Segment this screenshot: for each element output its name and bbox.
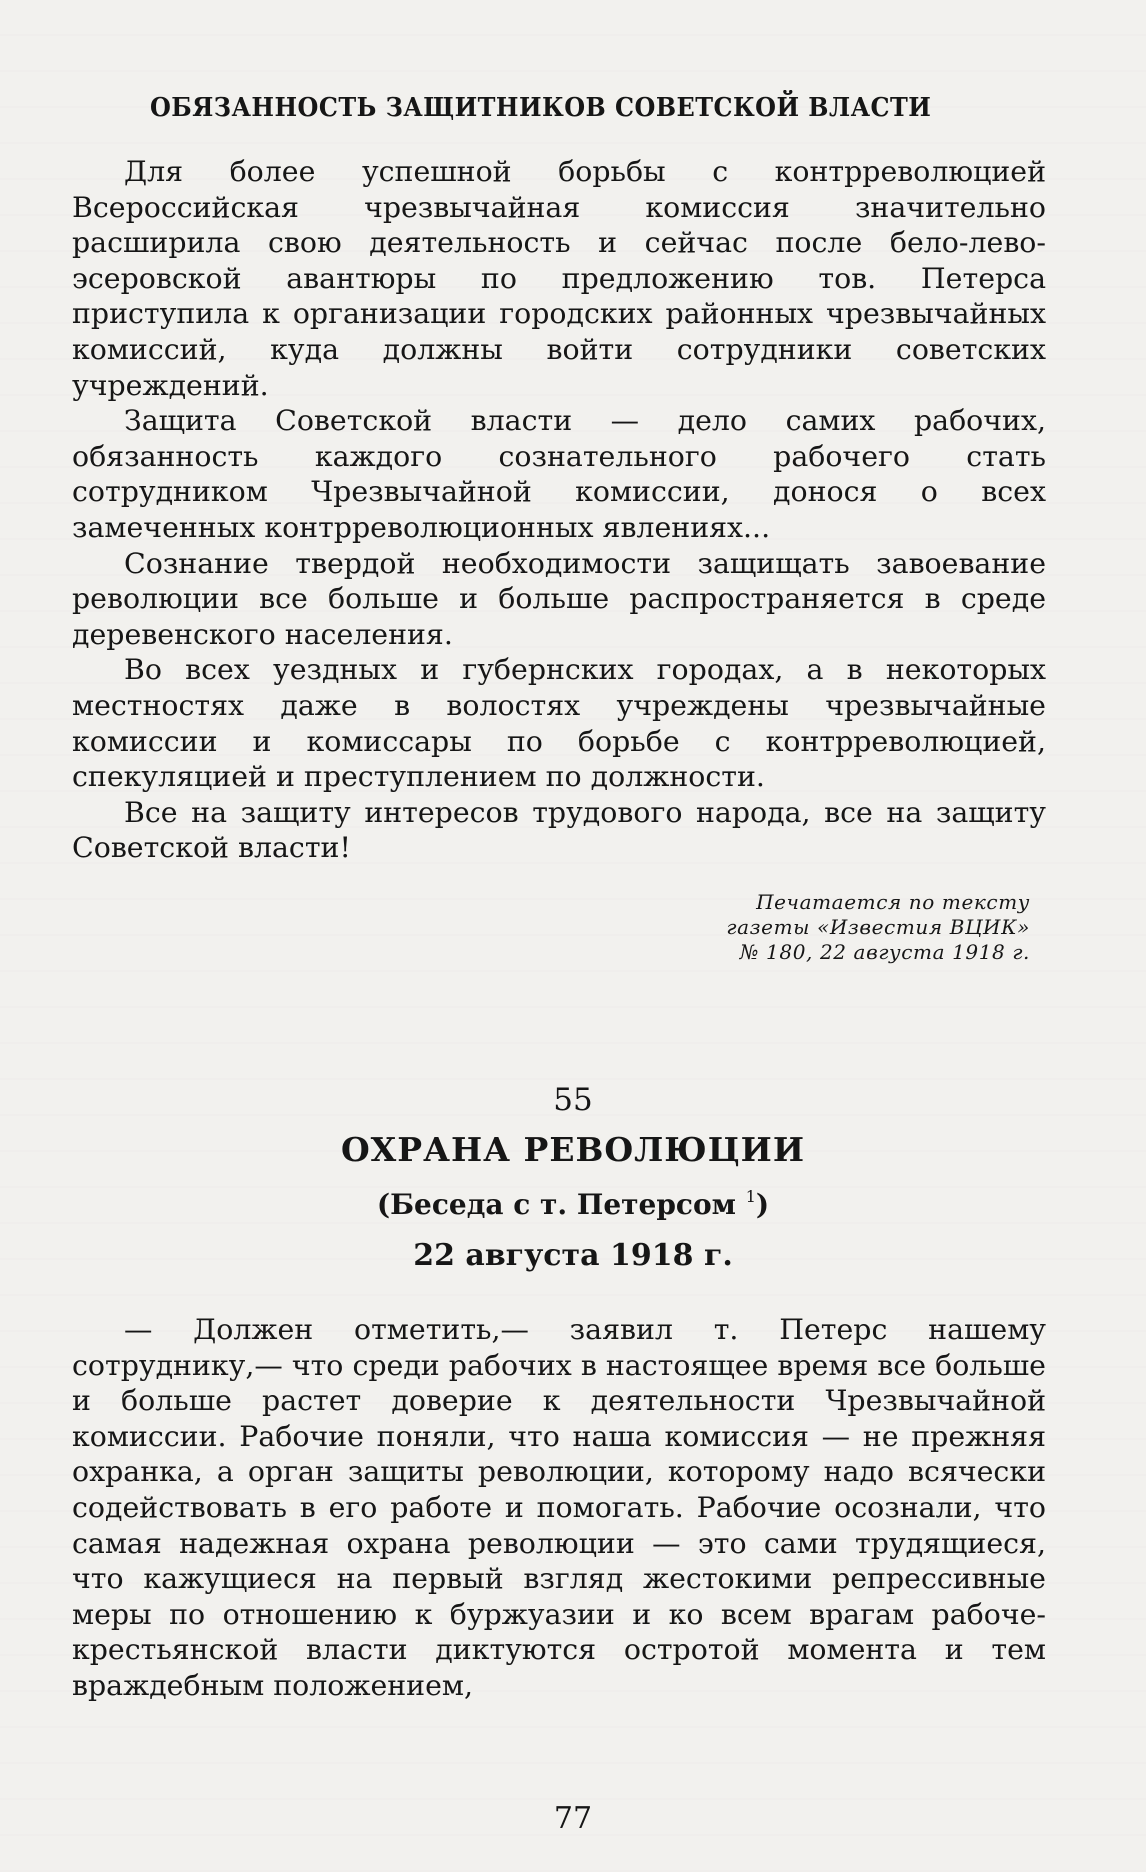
paragraph: Защита Советской власти — дело самих рабочих, обязанность каждого сознательного рабочего стать сотрудником Чрезвычайной комиссии, донося о всех замеченных контрреволюционных явлениях...	[72, 404, 1046, 544]
source-note	[726, 890, 1030, 965]
paragraph: Для более успешной борьбы с контрреволюцией Всероссийская чрезвычайная комиссия значительно расширила свою деятельность и сейчас после бело-лево-эсеровской авантюры по предложению тов. Петерса приступила к организации городских районных чрезвычайных комиссий, куда должны войти сотрудники советских учреждений.	[72, 155, 1046, 402]
document-date: 22 августа 1918 г.	[413, 1238, 733, 1273]
footnote-mark: 1	[745, 1187, 756, 1206]
article-body	[72, 154, 1046, 866]
paragraph: Все на защиту интересов трудового народа, все на защиту Советской власти!	[72, 795, 1046, 865]
paragraph: Сознание твердой необходимости защищать завоевание революции все больше и больше распространяется в среде деревенского населения.	[72, 546, 1046, 651]
document-title: ОХРАНА РЕВОЛЮЦИИ	[340, 1130, 806, 1169]
paragraph: Во всех уездных и губернских городах, а в некоторых местностях даже в волостях учреждены чрезвычайные комиссии и комиссары по борьбе с контрреволюцией, спекуляцией и преступлением по должности.	[72, 653, 1046, 794]
document-subtitle	[0, 1187, 1146, 1221]
subtitle-close: )	[755, 1188, 770, 1221]
interview-body	[72, 1312, 1046, 1704]
subtitle-text: (Беседа с т. Петерсом	[376, 1188, 736, 1221]
paragraph: — Должен отметить,— заявил т. Петерс нашему сотруднику,— что среди рабочих в настоящее время все больше и больше растет доверие к деятельности Чрезвычайной комиссии. Рабочие поняли, что наша комиссия — не прежняя охранка, а орган защиты революции, которому надо всячески содействовать в его работе и помогать. Рабочие осознали, что самая надежная охрана революции — это сами трудящиеся, что кажущиеся на первый взгляд жестокими репрессивные меры по отношению к буржуазии и ко всем врагам рабоче-крестьянской власти диктуются остротой момента и тем враждебным положением,	[72, 1313, 1046, 1702]
source-line: Печатается по тексту	[756, 890, 1030, 914]
page-number: 77	[553, 1801, 593, 1836]
source-line: газеты «Известия ВЦИК»	[726, 915, 1030, 939]
article-heading: ОБЯЗАННОСТЬ ЗАЩИТНИКОВ СОВЕТСКОЙ ВЛАСТИ	[150, 93, 932, 123]
document-number: 55	[553, 1082, 593, 1118]
source-line: № 180, 22 августа 1918 г.	[739, 940, 1030, 964]
